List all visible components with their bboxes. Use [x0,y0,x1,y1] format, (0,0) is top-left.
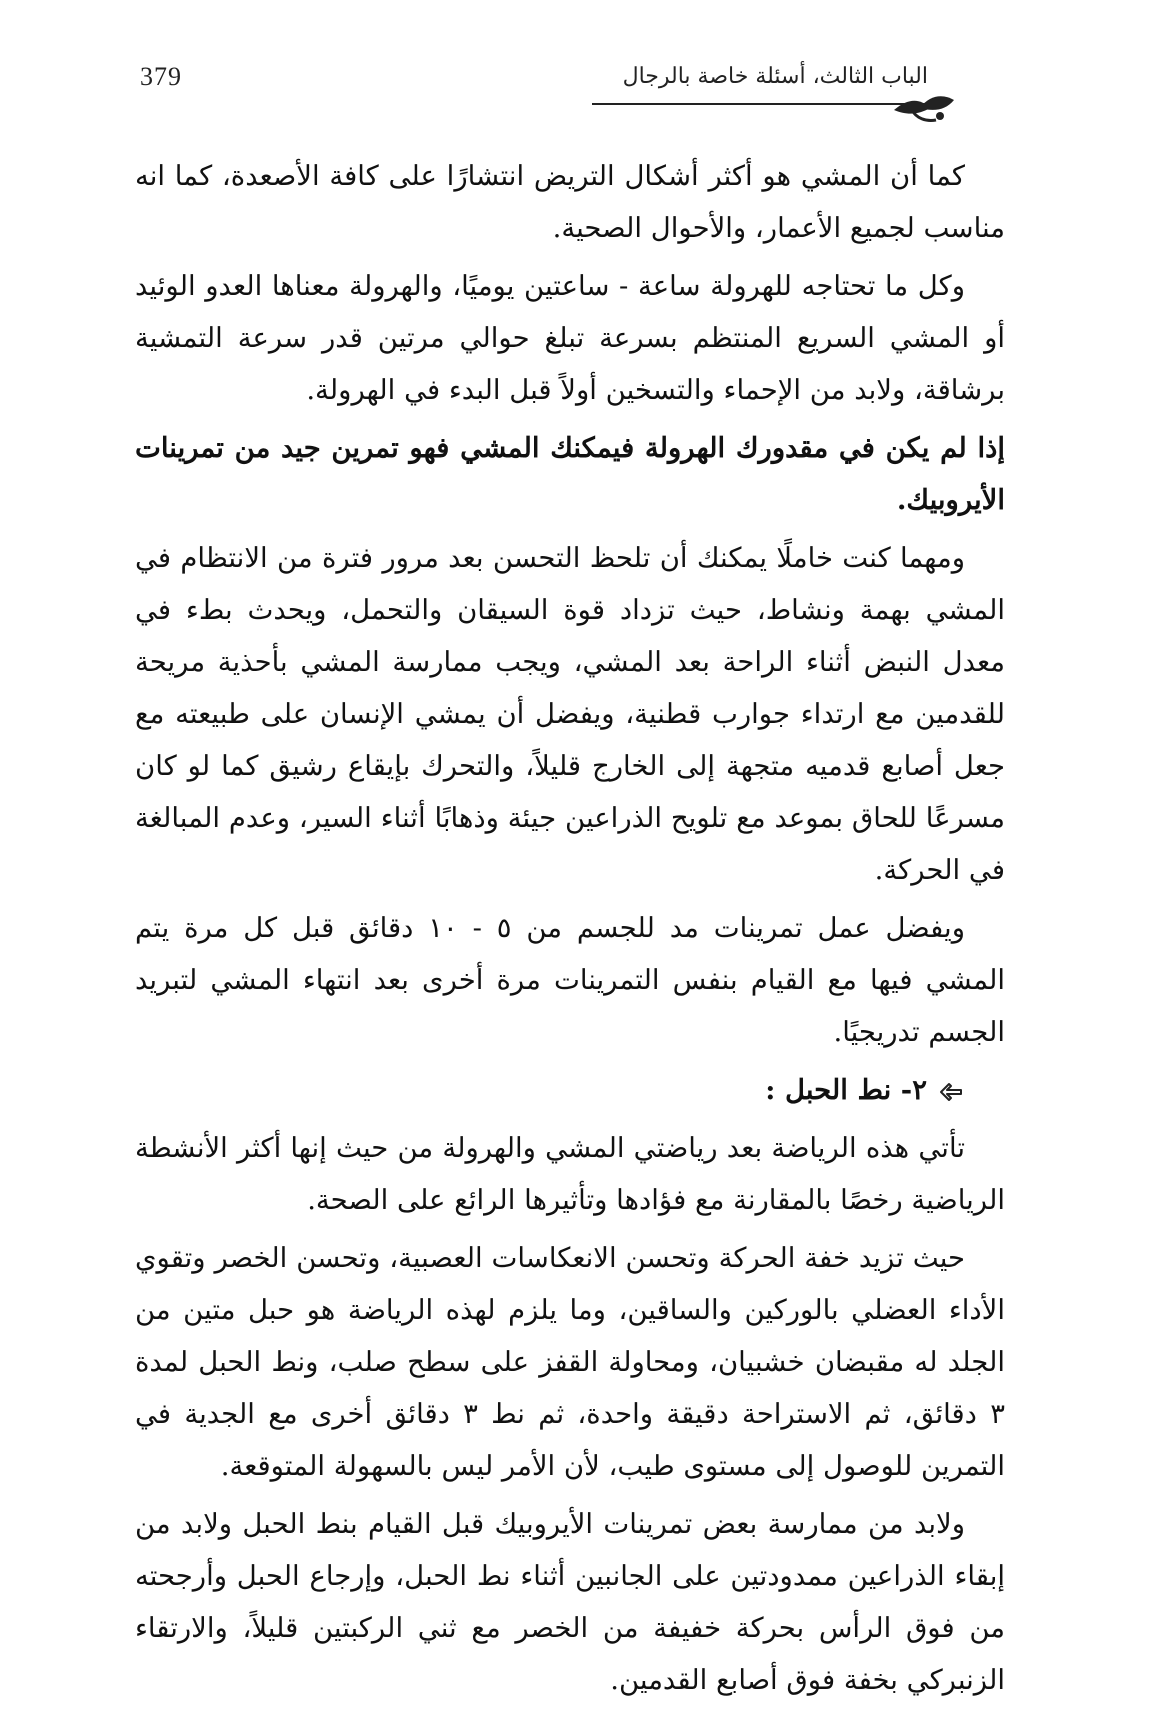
section-heading-text: ٢- نط الحبل : [765,1074,927,1106]
running-header: الباب الثالث، أسئلة خاصة بالرجال [622,64,928,89]
paragraph-1: كما أن المشي هو أكثر أشكال التريض انتشارًا على كافة الأصعدة، كما انه مناسب لجميع الأعمار، والأحوال الصحية. [135,160,1005,244]
paragraph-8: ولابد من ممارسة بعض تمرينات الأيروبيك قبل القيام بنط الحبل ولابد من إبقاء الذراعين ممدودتين على الجانبين أثناء نط الحبل، وإرجاع الحبل وأرجحته من فوق الرأس بحركة خفيفة من الخصر مع ثني الركبتين قليلاً، والارتقاء الزنبركي بخفة فوق أصابع القدمين. [135,1508,1005,1696]
paragraph-5: ويفضل عمل تمرينات مد للجسم من ٥ - ١٠ دقائق قبل كل مرة يتم المشي فيها مع القيام بنفس التمرينات مرة أخرى بعد انتهاء المشي لتبريد الجسم تدريجيًا. [135,912,1005,1048]
leaf-ornament-icon [890,92,960,124]
paragraph-7: حيث تزيد خفة الحركة وتحسن الانعكاسات العصبية، وتحسن الخصر وتقوي الأداء العضلي بالوركين والساقين، وما يلزم لهذه الرياضة هو حبل متين من الجلد له مقبضان خشبيان، ومحاولة القفز على سطح صلب، ونط الحبل لمدة ٣ دقائق، ثم الاستراحة دقيقة واحدة، ثم نط ٣ دقائق أخرى مع الجدية في التمرين للوصول إلى مستوى طيب، لأن الأمر ليس بالسهولة المتوقعة. [135,1242,1005,1482]
header-rule [592,103,932,105]
section-heading [135,1064,1005,1116]
paragraph-3: إذا لم يكن في مقدورك الهرولة فيمكنك المشي فهو تمرين جيد من تمرينات الأيروبيك. [135,432,1005,516]
page-content [135,150,1005,1712]
paragraph-6: تأتي هذه الرياضة بعد رياضتي المشي والهرولة من حيث إنها أكثر الأنشطة الرياضية رخصًا بالمقارنة مع فؤادها وتأثيرها الرائع على الصحة. [135,1132,1005,1216]
pointing-hand-icon [939,1081,965,1103]
paragraph-2: وكل ما تحتاجه للهرولة ساعة - ساعتين يوميًا، والهرولة معناها العدو الوئيد أو المشي السريع المنتظم بسرعة تبلغ حوالي مرتين قدر سرعة التمشية برشاقة، ولابد من الإحماء والتسخين أولاً قبل البدء في الهرولة. [135,270,1005,406]
page-number: 379 [140,62,182,91]
paragraph-4: ومهما كنت خاملًا يمكنك أن تلحظ التحسن بعد مرور فترة من الانتظام في المشي بهمة ونشاط، حيث تزداد قوة السيقان والتحمل، ويحدث بطء في معدل النبض أثناء الراحة بعد المشي، ويجب ممارسة المشي بأحذية مريحة للقدمين مع ارتداء جوارب قطنية، ويفضل أن يمشي الإنسان على طبيعته مع جعل أصابع قدميه متجهة إلى الخارج قليلاً، والتحرك بإيقاع رشيق كما لو كان مسرعًا للحاق بموعد مع تلويح الذراعين جيئة وذهابًا أثناء السير، وعدم المبالغة في الحركة. [135,542,1005,886]
